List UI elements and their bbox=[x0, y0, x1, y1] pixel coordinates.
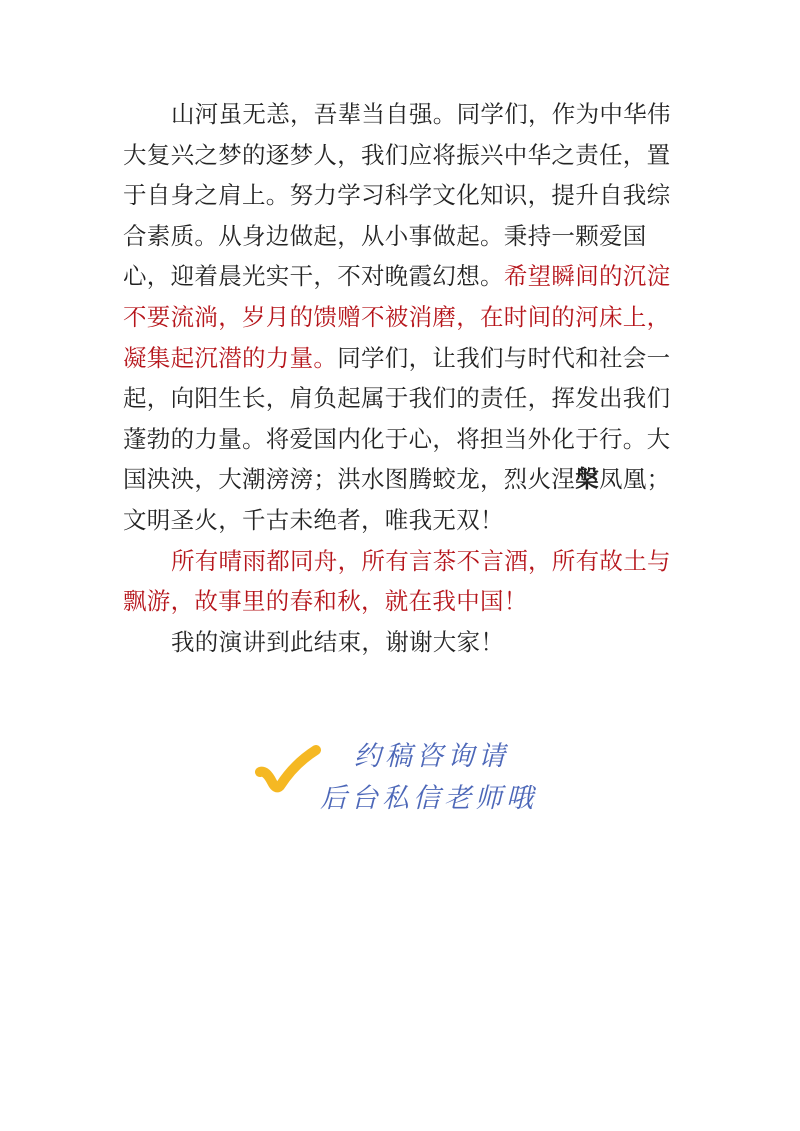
promo-banner bbox=[252, 732, 552, 822]
text-segment: 我的演讲到此结束，谢谢大家！ bbox=[171, 627, 505, 656]
highlighted-text-segment: 所有晴雨都同舟，所有言茶不言酒，所有故土与飘游，故事里的春和秋，就在我中国！ bbox=[123, 546, 671, 616]
paragraph-closing-poem bbox=[123, 541, 683, 622]
text-segment: 同学们，让我们与时代和社会一起，向阳生长，肩负起属于我们的责任，挥发出我们蓬勃的力量。将爱国内化于心，将担当外化于行。大国泱泱，大潮滂滂；洪水图腾蛟龙，烈火涅 bbox=[123, 343, 671, 494]
bold-character: 槃 bbox=[575, 465, 600, 494]
text-segment: 山河虽无恙，吾辈当自强。同学们，作为中华伟大复兴之梦的逐梦人，我们应将振兴中华之责任，置于自身之肩上。努力学习科学文化知识，提升自我综合素质。从身边做起，从小事做起。秉持一颗爱国心，迎着晨光实干，不对晚霞幻想。 bbox=[123, 100, 671, 291]
highlighted-text-segment: 希望瞬间的沉淀不要流淌，岁月的馈赠不被消磨，在时间的河床上，凝集起沉潜的力量。 bbox=[123, 262, 671, 372]
check-mark-icon bbox=[252, 742, 322, 800]
text-segment: 凤凰；文明圣火，千古未绝者，唯我无双！ bbox=[123, 465, 671, 534]
paragraph-main bbox=[123, 94, 683, 541]
paragraph-ending bbox=[123, 622, 683, 663]
speech-body bbox=[123, 94, 683, 662]
promo-line-1: 约稿咨询请 bbox=[354, 741, 509, 772]
promo-line-2: 后台私信老师哦 bbox=[320, 783, 537, 814]
